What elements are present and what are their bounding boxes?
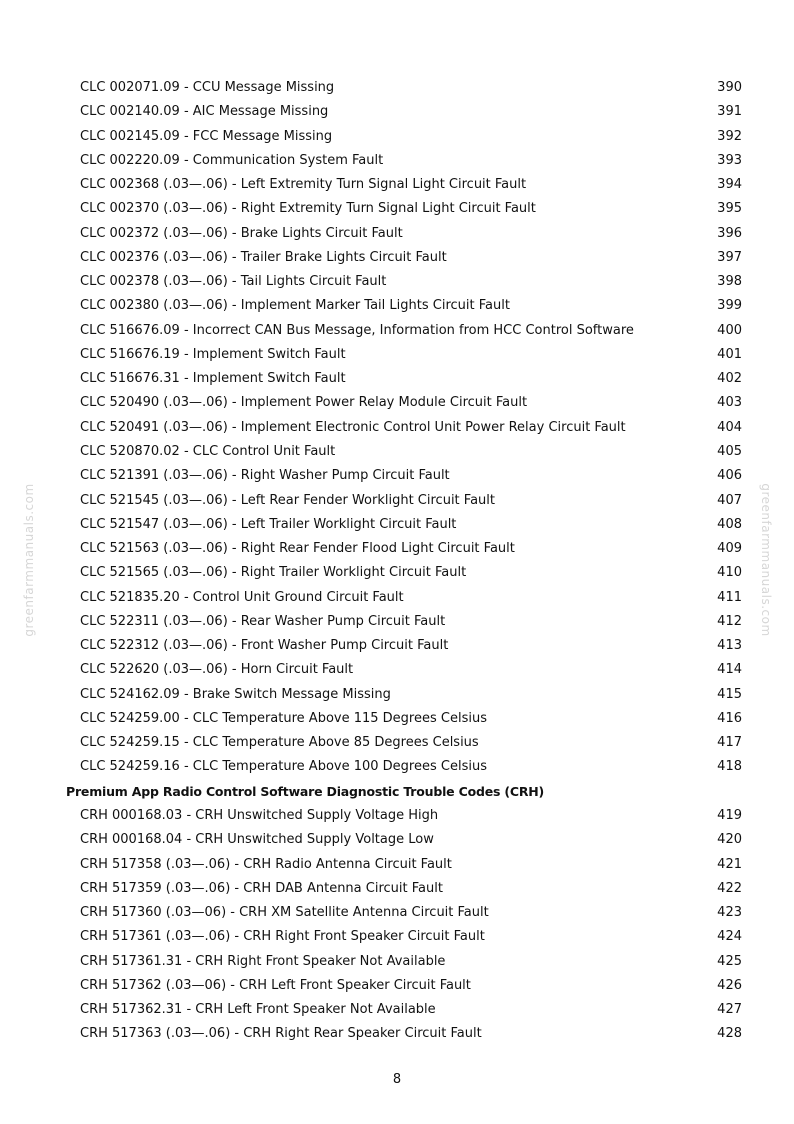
toc-entry[interactable] xyxy=(0,537,794,561)
toc-entry-page: 422 xyxy=(717,880,742,896)
toc-entry-page: 407 xyxy=(717,492,742,508)
toc-entry-page: 393 xyxy=(717,152,742,168)
toc-entry-label: CLC 002372 (.03—.06) - Brake Lights Circuit Fault xyxy=(80,225,403,241)
toc-entry-label: CRH 517360 (.03—06) - CRH XM Satellite Antenna Circuit Fault xyxy=(80,905,489,921)
toc-entry[interactable] xyxy=(0,828,794,852)
toc-entry[interactable] xyxy=(0,100,794,124)
toc-entry[interactable] xyxy=(0,367,794,391)
toc-entry-page: 406 xyxy=(717,468,742,484)
toc-entry-label: CRH 000168.04 - CRH Unswitched Supply Voltage Low xyxy=(80,832,434,848)
toc-entry[interactable] xyxy=(0,464,794,488)
toc-entry-label: CLC 002140.09 - AIC Message Missing xyxy=(80,104,329,120)
toc-entry[interactable] xyxy=(0,658,794,682)
toc-entry[interactable] xyxy=(0,804,794,828)
toc-entry-page: 425 xyxy=(717,953,742,969)
toc-entry-label: CLC 002370 (.03—.06) - Right Extremity Turn Signal Light Circuit Fault xyxy=(80,201,536,217)
toc-entry-page: 403 xyxy=(717,395,742,411)
toc-entry-page: 397 xyxy=(717,249,742,265)
toc-entry-label: CLC 522620 (.03—.06) - Horn Circuit Fault xyxy=(80,662,354,678)
toc-entry-label: CLC 521563 (.03—.06) - Right Rear Fender Flood Light Circuit Fault xyxy=(80,541,515,557)
toc-entry[interactable] xyxy=(0,489,794,513)
toc-entry-page: 396 xyxy=(717,225,742,241)
toc-entry-page: 391 xyxy=(717,104,742,120)
toc-entry[interactable] xyxy=(0,270,794,294)
toc-entry-page: 401 xyxy=(717,346,742,362)
toc-entry[interactable] xyxy=(0,149,794,173)
toc-entry-page: 413 xyxy=(717,638,742,654)
toc-entry[interactable] xyxy=(0,634,794,658)
toc-entry[interactable] xyxy=(0,416,794,440)
watermark-right: greenfarmmanuals.com xyxy=(759,483,773,637)
toc-entry-label: CLC 516676.31 - Implement Switch Fault xyxy=(80,371,346,387)
toc-entry[interactable] xyxy=(0,440,794,464)
toc-entry-page: 398 xyxy=(717,274,742,290)
toc-entry-label: CRH 517359 (.03—.06) - CRH DAB Antenna Circuit Fault xyxy=(80,880,443,896)
toc-entry[interactable] xyxy=(0,513,794,537)
toc-entry-label: CRH 517361.31 - CRH Right Front Speaker Not Available xyxy=(80,953,446,969)
toc-entry[interactable] xyxy=(0,561,794,585)
toc-section-heading xyxy=(0,780,794,804)
toc-entry-page: 421 xyxy=(717,856,742,872)
toc-entry[interactable] xyxy=(0,707,794,731)
toc-entry-page: 415 xyxy=(717,686,742,702)
toc-entry[interactable] xyxy=(0,877,794,901)
toc-entry-label: CRH 517362 (.03—06) - CRH Left Front Speaker Circuit Fault xyxy=(80,977,471,993)
toc-entry-page: 411 xyxy=(717,589,742,605)
toc-entry-label: CLC 002368 (.03—.06) - Left Extremity Turn Signal Light Circuit Fault xyxy=(80,177,527,193)
toc-entry[interactable] xyxy=(0,319,794,343)
toc-entry-page: 427 xyxy=(717,1002,742,1018)
toc-entry-label: CLC 521547 (.03—.06) - Left Trailer Worklight Circuit Fault xyxy=(80,516,457,532)
toc-entry[interactable] xyxy=(0,197,794,221)
toc-entry-label: CLC 002380 (.03—.06) - Implement Marker Tail Lights Circuit Fault xyxy=(80,298,510,314)
toc-entry-page: 423 xyxy=(717,905,742,921)
toc-entry[interactable] xyxy=(0,950,794,974)
toc-entry[interactable] xyxy=(0,294,794,318)
toc-entry-label: CLC 521391 (.03—.06) - Right Washer Pump Circuit Fault xyxy=(80,468,450,484)
watermark-left: greenfarmmanuals.com xyxy=(22,483,36,637)
toc-entry-page: 392 xyxy=(717,128,742,144)
toc-entry-page: 410 xyxy=(717,565,742,581)
toc-entry[interactable] xyxy=(0,222,794,246)
toc-entry-label: CLC 522311 (.03—.06) - Rear Washer Pump Circuit Fault xyxy=(80,613,446,629)
toc-entry-label: CLC 521565 (.03—.06) - Right Trailer Worklight Circuit Fault xyxy=(80,565,467,581)
toc-entry-label: CLC 521545 (.03—.06) - Left Rear Fender Worklight Circuit Fault xyxy=(80,492,495,508)
toc-entry-page: 408 xyxy=(717,516,742,532)
toc-entry-label: CLC 516676.09 - Incorrect CAN Bus Message, Information from HCC Control Software xyxy=(80,322,634,338)
toc-entry-label: CRH 517363 (.03—.06) - CRH Right Rear Speaker Circuit Fault xyxy=(80,1026,482,1042)
toc-entry-label: CLC 520491 (.03—.06) - Implement Electronic Control Unit Power Relay Circuit Fault xyxy=(80,419,626,435)
toc-entry-label: CLC 516676.19 - Implement Switch Fault xyxy=(80,346,346,362)
toc-entry-label: CRH 517361 (.03—.06) - CRH Right Front Speaker Circuit Fault xyxy=(80,929,485,945)
toc-entry-label: CLC 524162.09 - Brake Switch Message Missing xyxy=(80,686,391,702)
toc-entry[interactable] xyxy=(0,1022,794,1046)
toc-entry[interactable] xyxy=(0,586,794,610)
toc-entry-page: 409 xyxy=(717,541,742,557)
toc-entry-page: 414 xyxy=(717,662,742,678)
toc-entry-page: 420 xyxy=(717,832,742,848)
toc-entry-label: CRH 517358 (.03—.06) - CRH Radio Antenna Circuit Fault xyxy=(80,856,452,872)
toc-entry-label: CLC 002376 (.03—.06) - Trailer Brake Lights Circuit Fault xyxy=(80,249,447,265)
toc-entry-label: CLC 002071.09 - CCU Message Missing xyxy=(80,80,335,95)
toc-entry[interactable] xyxy=(0,343,794,367)
toc-entry[interactable] xyxy=(0,125,794,149)
toc-entry[interactable] xyxy=(0,391,794,415)
toc-entry-label: CLC 002145.09 - FCC Message Missing xyxy=(80,128,333,144)
toc-entry-label: CLC 521835.20 - Control Unit Ground Circuit Fault xyxy=(80,589,404,605)
toc-entry[interactable] xyxy=(0,925,794,949)
toc-entry[interactable] xyxy=(0,998,794,1022)
toc-entry[interactable] xyxy=(0,853,794,877)
toc-entry-label: CRH 517362.31 - CRH Left Front Speaker Not Available xyxy=(80,1002,436,1018)
toc-entry-label: CLC 522312 (.03—.06) - Front Washer Pump Circuit Fault xyxy=(80,638,449,654)
toc-entry-page: 424 xyxy=(717,929,742,945)
toc-entry[interactable] xyxy=(0,731,794,755)
toc-entry[interactable] xyxy=(0,76,794,100)
toc-entry[interactable] xyxy=(0,755,794,779)
toc-entry-page: 412 xyxy=(717,613,742,629)
toc-entry-page: 419 xyxy=(717,807,742,823)
toc-entry-page: 399 xyxy=(717,298,742,314)
toc-entry-page: 417 xyxy=(717,735,742,751)
table-of-contents xyxy=(0,76,794,1047)
toc-heading-label: Premium App Radio Control Software Diagnostic Trouble Codes (CRH) xyxy=(66,783,545,799)
toc-entry-page: 416 xyxy=(717,710,742,726)
toc-entry-label: CLC 524259.16 - CLC Temperature Above 100 Degrees Celsius xyxy=(80,759,487,775)
toc-entry-label: CLC 524259.15 - CLC Temperature Above 85 Degrees Celsius xyxy=(80,735,479,751)
toc-entry-page: 394 xyxy=(717,177,742,193)
toc-entry-label: CRH 000168.03 - CRH Unswitched Supply Voltage High xyxy=(80,807,439,823)
toc-entry-label: CLC 520490 (.03—.06) - Implement Power Relay Module Circuit Fault xyxy=(80,395,528,411)
toc-entry-label: CLC 520870.02 - CLC Control Unit Fault xyxy=(80,443,336,459)
toc-entry[interactable] xyxy=(0,683,794,707)
toc-entry[interactable] xyxy=(0,610,794,634)
toc-entry[interactable] xyxy=(0,974,794,998)
toc-entry-page: 426 xyxy=(717,977,742,993)
toc-entry-page: 400 xyxy=(717,322,742,338)
toc-entry-label: CLC 002378 (.03—.06) - Tail Lights Circuit Fault xyxy=(80,274,387,290)
toc-entry-label: CLC 002220.09 - Communication System Fault xyxy=(80,152,384,168)
toc-entry-page: 402 xyxy=(717,371,742,387)
toc-entry-page: 405 xyxy=(717,443,742,459)
page-number: 8 xyxy=(392,1072,402,1087)
toc-entry[interactable] xyxy=(0,901,794,925)
toc-entry-page: 418 xyxy=(717,759,742,775)
toc-entry-page: 390 xyxy=(717,80,742,95)
toc-entry[interactable] xyxy=(0,246,794,270)
toc-entry-page: 428 xyxy=(717,1026,742,1042)
toc-entry-page: 404 xyxy=(717,419,742,435)
toc-entry[interactable] xyxy=(0,173,794,197)
toc-entry-page: 395 xyxy=(717,201,742,217)
toc-entry-label: CLC 524259.00 - CLC Temperature Above 115 Degrees Celsius xyxy=(80,710,487,726)
